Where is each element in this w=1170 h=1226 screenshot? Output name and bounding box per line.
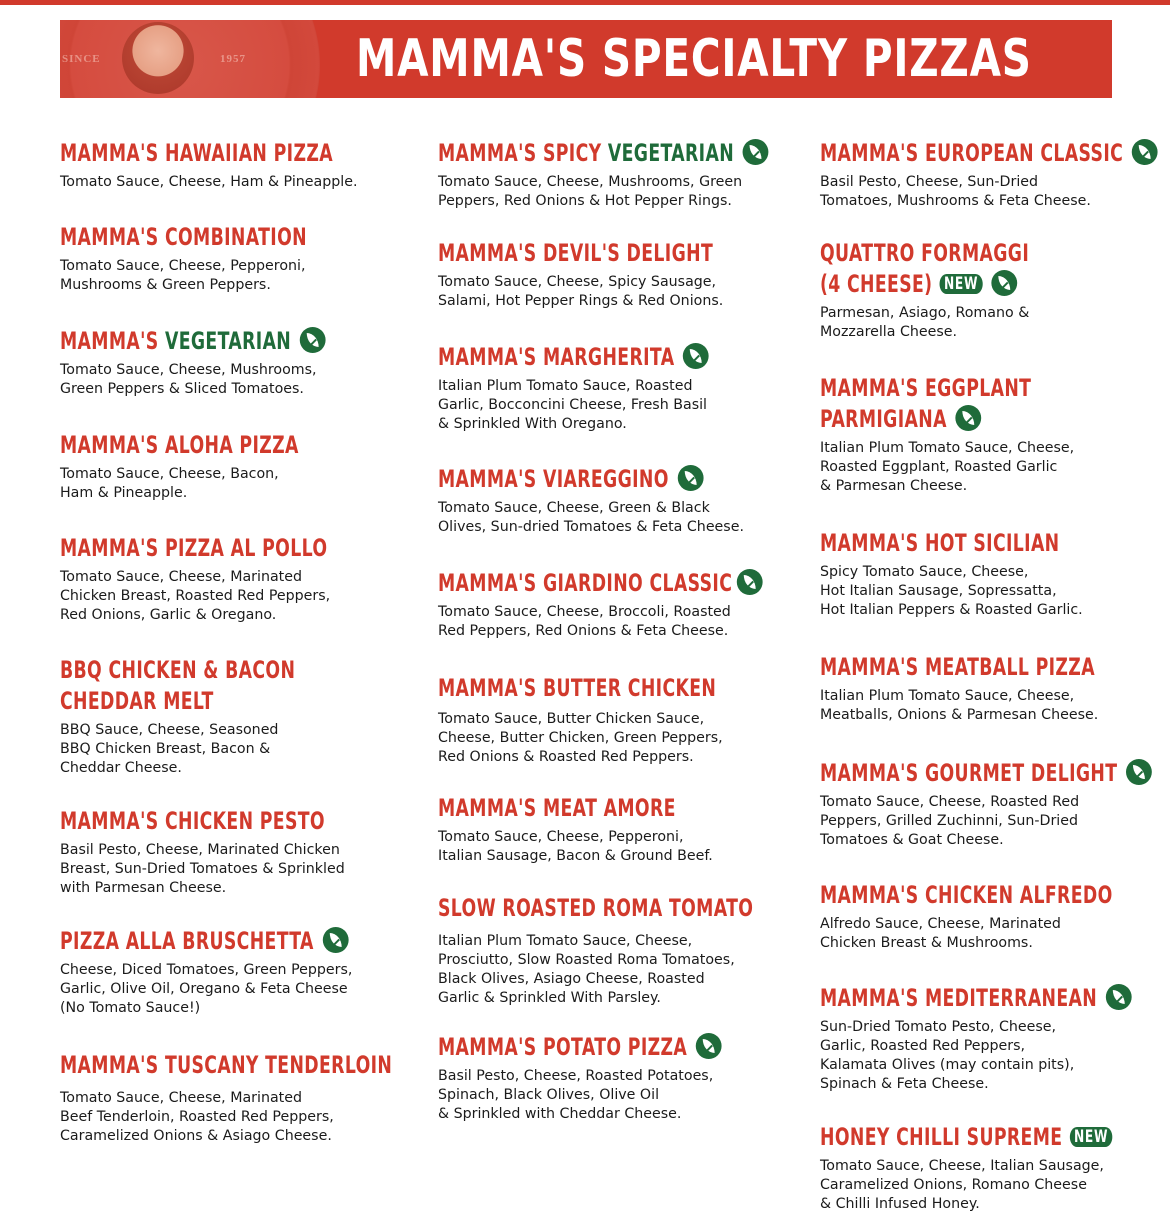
item-description: Cheese, Diced Tomatoes, Green Peppers, Garlic, Olive Oil, Oregano & Feta Cheese (No Tomato Sauce!)	[60, 962, 353, 1016]
vegetarian-leaf-icon	[1126, 759, 1152, 785]
menu-item	[820, 1122, 1150, 1214]
item-description: Tomato Sauce, Cheese, Spicy Sausage, Salami, Hot Pepper Rings & Red Onions.	[438, 274, 724, 309]
item-name: MAMMA'S MEAT AMORE	[438, 794, 676, 822]
item-description: Tomato Sauce, Cheese, Ham & Pineapple.	[60, 174, 358, 190]
item-name	[438, 1032, 690, 1063]
vegetarian-leaf-icon	[300, 327, 326, 353]
item-name-text: PIZZA ALLA BRUSCHETTA	[60, 927, 314, 955]
item-name	[438, 342, 690, 373]
logo-since-text: SINCE	[62, 53, 101, 65]
mamma-portrait-icon	[122, 22, 194, 94]
vegetarian-leaf-icon	[322, 927, 348, 953]
menu-item	[60, 655, 400, 778]
new-badge: NEW	[1070, 1127, 1113, 1147]
item-description: Basil Pesto, Cheese, Sun-Dried Tomatoes, Mushrooms & Feta Cheese.	[820, 174, 1091, 209]
item-name	[820, 983, 1098, 1014]
item-description: Tomato Sauce, Cheese, Pepperoni, Italian Sausage, Bacon & Ground Beef.	[438, 829, 713, 864]
item-name: MAMMA'S HAWAIIAN PIZZA	[60, 139, 333, 167]
item-description: Tomato Sauce, Cheese, Marinated Chicken Breast, Roasted Red Peppers, Red Onions, Garlic & Oregano.	[60, 569, 331, 623]
menu-item	[60, 222, 400, 295]
vegetarian-leaf-icon	[743, 139, 769, 165]
item-name-text: MAMMA'S MEDITERRANEAN	[820, 984, 1098, 1012]
item-name: MAMMA'S CHICKEN PESTO	[60, 807, 325, 835]
item-description: Italian Plum Tomato Sauce, Cheese, Meatballs, Onions & Parmesan Cheese.	[820, 688, 1099, 723]
item-description: Tomato Sauce, Cheese, Mushrooms, Green Peppers, Red Onions & Hot Pepper Rings.	[438, 174, 743, 209]
vegetarian-leaf-icon	[696, 1033, 722, 1059]
item-name-line-2	[820, 404, 1058, 435]
menu-item	[438, 1032, 788, 1124]
item-name	[820, 758, 1118, 789]
vegetarian-leaf-icon	[677, 465, 703, 491]
item-description: Spicy Tomato Sauce, Cheese, Hot Italian Sausage, Sopressatta, Hot Italian Peppers & Roasted Garlic.	[820, 564, 1083, 618]
item-name: QUATTRO FORMAGGI	[820, 239, 1030, 267]
item-name: MAMMA'S TUSCANY TENDERLOIN	[60, 1051, 393, 1079]
item-name-text: PARMIGIANA	[820, 405, 947, 433]
item-description: Tomato Sauce, Cheese, Pepperoni, Mushrooms & Green Peppers.	[60, 258, 306, 293]
menu-item	[438, 342, 788, 434]
item-description: Tomato Sauce, Cheese, Broccoli, Roasted Red Peppers, Red Onions & Feta Cheese.	[438, 604, 731, 639]
item-name	[60, 926, 314, 957]
item-name	[60, 326, 305, 357]
menu-item	[438, 673, 788, 767]
vegetarian-leaf-icon	[955, 405, 981, 431]
item-name: MAMMA'S CHICKEN ALFREDO	[820, 881, 1113, 909]
item-name: MAMMA'S ALOHA PIZZA	[60, 431, 299, 459]
item-name: MAMMA'S MEATBALL PIZZA	[820, 653, 1095, 681]
item-name	[820, 1122, 1109, 1153]
item-description: Tomato Sauce, Butter Chicken Sauce, Cheese, Butter Chicken, Green Peppers, Red Onions & Roasted Red Peppers.	[438, 711, 723, 765]
item-name: MAMMA'S BUTTER CHICKEN	[438, 674, 717, 702]
menu-item	[60, 138, 400, 192]
menu-item	[438, 138, 788, 211]
item-name: MAMMA'S EGGPLANT	[820, 374, 1032, 402]
menu-item	[60, 806, 400, 898]
item-description: Sun-Dried Tomato Pesto, Cheese, Garlic, Roasted Red Peppers, Kalamata Olives (may contain pits), Spinach & Feta Cheese.	[820, 1019, 1075, 1092]
item-name	[438, 464, 690, 495]
item-description: Parmesan, Asiago, Romano & Mozzarella Cheese.	[820, 305, 1030, 340]
menu-item	[438, 568, 788, 641]
item-description: Italian Plum Tomato Sauce, Cheese, Prosciutto, Slow Roasted Roma Tomatoes, Black Olives, Asiago Cheese, Roasted Garlic & Sprinkled With Parsley.	[438, 933, 735, 1006]
menu-item	[438, 793, 788, 866]
item-name-text: MAMMA'S EUROPEAN CLASSIC	[820, 139, 1124, 167]
item-name-text: MAMMA'S GOURMET DELIGHT	[820, 759, 1118, 787]
logo-year-text: 1957	[220, 53, 246, 65]
item-name-line-2: CHEDDAR MELT	[60, 687, 214, 715]
menu-item	[820, 758, 1150, 850]
item-name: SLOW ROASTED ROMA TOMATO	[438, 894, 754, 922]
item-description: Italian Plum Tomato Sauce, Roasted Garlic, Bocconcini Cheese, Fresh Basil & Sprinkled With Oregano.	[438, 378, 707, 432]
item-name-text: MAMMA'S VIAREGGINO	[438, 465, 669, 493]
item-name: MAMMA'S PIZZA AL POLLO	[60, 534, 328, 562]
vegetarian-leaf-icon	[1132, 139, 1158, 165]
page-title: MAMMA'S SPECIALTY PIZZAS	[356, 29, 1032, 89]
menu-item	[820, 528, 1150, 620]
menu-item	[60, 926, 400, 1018]
item-description: Alfredo Sauce, Cheese, Marinated Chicken Breast & Mushrooms.	[820, 916, 1061, 951]
menu-item	[60, 326, 400, 399]
item-name-veg-part: VEGETARIAN	[164, 327, 292, 355]
header-banner	[60, 20, 1112, 98]
item-description: Tomato Sauce, Cheese, Marinated Beef Tenderloin, Roasted Red Peppers, Caramelized Onions & Asiago Cheese.	[60, 1090, 334, 1144]
vegetarian-leaf-icon	[1106, 984, 1132, 1010]
item-name-text: HONEY CHILLI SUPREME	[820, 1123, 1063, 1151]
vegetarian-leaf-icon	[737, 569, 763, 595]
item-name-text: MAMMA'S GIARDINO CLASSIC	[438, 569, 733, 597]
item-description: Basil Pesto, Cheese, Marinated Chicken Breast, Sun-Dried Tomatoes & Sprinkled with Parmesan Cheese.	[60, 842, 345, 896]
item-name: MAMMA'S COMBINATION	[60, 223, 307, 251]
menu-item	[60, 430, 400, 503]
item-name: MAMMA'S HOT SICILIAN	[820, 529, 1060, 557]
new-badge: NEW	[940, 274, 983, 294]
item-name	[438, 138, 735, 169]
top-rule	[0, 0, 1170, 5]
menu-item	[438, 893, 788, 1008]
item-name-line-2	[820, 269, 1058, 300]
menu-item	[60, 533, 400, 625]
item-description: Italian Plum Tomato Sauce, Cheese, Roasted Eggplant, Roasted Garlic & Parmesan Cheese.	[820, 440, 1075, 494]
item-name	[820, 138, 1124, 169]
vegetarian-leaf-icon	[683, 343, 709, 369]
vegetarian-leaf-icon	[991, 270, 1017, 296]
item-name-text: MAMMA'S MARGHERITA	[438, 343, 675, 371]
menu-item	[820, 238, 1150, 342]
item-description: Tomato Sauce, Cheese, Roasted Red Peppers, Grilled Zuchinni, Sun-Dried Tomatoes & Goat Cheese.	[820, 794, 1080, 848]
item-description: Basil Pesto, Cheese, Roasted Potatoes, Spinach, Black Olives, Olive Oil & Sprinkled with Cheddar Cheese.	[438, 1068, 714, 1122]
item-name-part: MAMMA'S SPICY	[438, 139, 608, 167]
menu-item	[438, 464, 788, 537]
item-name	[438, 568, 733, 599]
item-name: BBQ CHICKEN & BACON	[60, 656, 296, 684]
item-name-part: MAMMA'S	[60, 327, 165, 355]
menu-item	[820, 880, 1150, 953]
item-name: MAMMA'S DEVIL'S DELIGHT	[438, 239, 714, 267]
menu-item	[820, 652, 1150, 725]
item-description: Tomato Sauce, Cheese, Bacon, Ham & Pineapple.	[60, 466, 279, 501]
item-description: Tomato Sauce, Cheese, Mushrooms, Green Peppers & Sliced Tomatoes.	[60, 362, 317, 397]
item-description: BBQ Sauce, Cheese, Seasoned BBQ Chicken Breast, Bacon & Cheddar Cheese.	[60, 722, 279, 776]
menu-item	[820, 138, 1150, 211]
menu-item	[438, 238, 788, 311]
menu-item	[820, 373, 1150, 496]
menu-item	[820, 983, 1150, 1094]
item-description: Tomato Sauce, Cheese, Green & Black Olives, Sun-dried Tomatoes & Feta Cheese.	[438, 500, 744, 535]
item-description: Tomato Sauce, Cheese, Italian Sausage, Caramelized Onions, Romano Cheese & Chilli Infused Honey.	[820, 1158, 1104, 1212]
item-name-veg-part: VEGETARIAN	[607, 139, 735, 167]
item-name-text: (4 CHEESE)	[820, 270, 933, 298]
item-name-text: MAMMA'S POTATO PIZZA	[438, 1033, 688, 1061]
menu-item	[60, 1050, 400, 1146]
